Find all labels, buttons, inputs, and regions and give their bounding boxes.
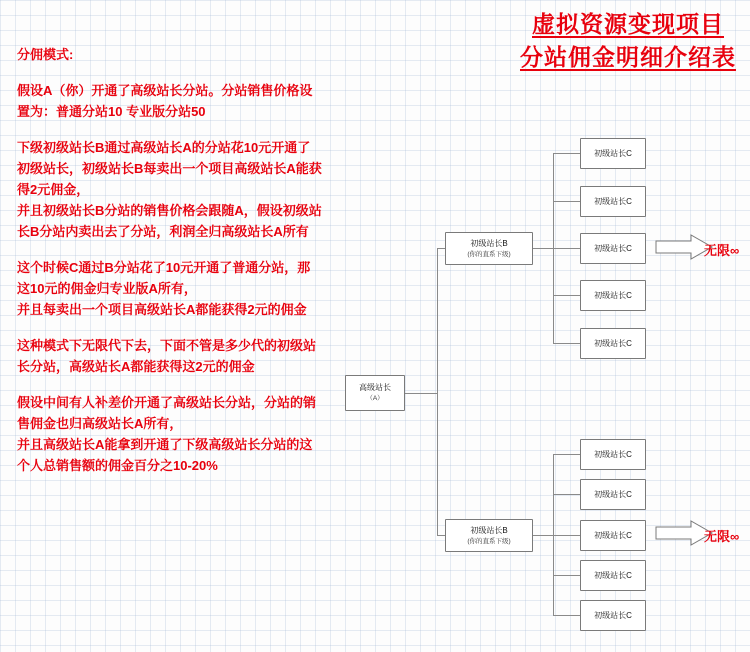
node-branch-1-child-3[interactable] — [580, 233, 646, 264]
node-root-senior-master[interactable] — [345, 375, 405, 411]
connector-b1-child-4 — [553, 295, 580, 296]
notes-line: 得2元佣金， — [17, 182, 90, 197]
node-sublabel: (你的直系下级) — [467, 537, 511, 545]
page-title — [520, 8, 736, 74]
node-branch-1-child-1[interactable] — [580, 138, 646, 169]
node-label: 初级站长C — [594, 571, 632, 580]
connector-b2-child-5 — [553, 615, 580, 616]
node-branch-1-b[interactable] — [445, 232, 533, 265]
notes-line: 置为：普通分站10 专业版分站50 — [17, 104, 206, 119]
notes-paragraph-3 — [17, 257, 347, 320]
title-line-2: 分站佣金明细介绍表 — [520, 44, 736, 70]
notes-line: 这10元的佣金归专业版A所有， — [17, 281, 197, 296]
notes-line: 假设A（你）开通了高级站长分站。分站销售价格设 — [17, 83, 313, 98]
notes-line: 初级站长，初级站长B每卖出一个项目高级站长A能获 — [17, 161, 322, 176]
infinity-label-bottom: 无限∞ — [704, 529, 740, 544]
node-label: 初级站长C — [594, 339, 632, 348]
notes-paragraph-1 — [17, 80, 347, 122]
title-line-1: 虚拟资源变现项目 — [532, 11, 724, 37]
notes-line: 个人总销售额的佣金百分之10-20% — [17, 458, 218, 473]
notes-line: 假设中间有人补差价开通了高级站长分站，分站的销 — [17, 395, 317, 410]
notes-heading: 分佣模式: — [17, 47, 74, 62]
notes-line: 并且每卖出一个项目高级站长A都能获得2元的佣金 — [17, 302, 307, 317]
node-branch-2-child-2[interactable] — [580, 479, 646, 510]
connector-b2-child-1 — [553, 454, 580, 455]
node-label: 初级站长C — [594, 197, 632, 206]
connector-spine-to-b1 — [437, 248, 445, 249]
connector-b2-child-3 — [553, 535, 580, 536]
connector-b2-child-4 — [553, 575, 580, 576]
notes-line: 下级初级站长B通过高级站长A的分站花10元开通了 — [17, 140, 311, 155]
notes-line: 售佣金也归高级站长A所有， — [17, 416, 183, 431]
node-branch-1-child-2[interactable] — [580, 186, 646, 217]
node-label: 高级站长 — [359, 383, 391, 392]
notes-line: 长B分站内卖出去了分站，利润全归高级站长A所有 — [17, 224, 309, 239]
connector-b1-out — [533, 248, 553, 249]
notes-paragraph-4 — [17, 335, 347, 377]
connector-spine — [437, 248, 438, 535]
node-label: 初级站长B — [470, 525, 508, 535]
node-label: 初级站长C — [594, 149, 632, 158]
connector-b1-child-2 — [553, 201, 580, 202]
connector-b1-child-1 — [553, 153, 580, 154]
infinity-label-top: 无限∞ — [704, 243, 740, 258]
node-branch-1-child-4[interactable] — [580, 280, 646, 311]
notes-line: 长分站，高级站长A都能获得这2元的佣金 — [17, 359, 255, 374]
node-label: 初级站长C — [594, 531, 632, 540]
notes-heading-block — [17, 44, 347, 65]
node-branch-2-child-4[interactable] — [580, 560, 646, 591]
notes-line: 这种模式下无限代下去，下面不管是多少代的初级站 — [17, 338, 317, 353]
node-label: 初级站长C — [594, 611, 632, 620]
node-label: 初级站长C — [594, 450, 632, 459]
node-branch-2-child-5[interactable] — [580, 600, 646, 631]
connector-b2-child-2 — [553, 494, 580, 495]
node-sublabel: （A） — [366, 395, 384, 402]
notes-line: 并且初级站长B分站的销售价格会跟随A，假设初级站 — [17, 203, 322, 218]
node-branch-2-b[interactable] — [445, 519, 533, 552]
notes-line: 并且高级站长A能拿到开通了下级高级站长分站的这 — [17, 437, 313, 452]
connector-b1-child-3 — [553, 248, 580, 249]
notes-panel — [17, 44, 347, 491]
notes-line: 这个时候C通过B分站花了10元开通了普通分站，那 — [17, 260, 311, 275]
node-branch-2-child-1[interactable] — [580, 439, 646, 470]
node-branch-1-child-5[interactable] — [580, 328, 646, 359]
notes-paragraph-5 — [17, 392, 347, 476]
node-branch-2-child-3[interactable] — [580, 520, 646, 551]
connector-b1-child-5 — [553, 343, 580, 344]
node-label: 初级站长B — [470, 238, 508, 248]
connector-spine-to-b2 — [437, 535, 445, 536]
notes-paragraph-2 — [17, 137, 347, 242]
connector-root-out — [405, 393, 437, 394]
connector-b2-out — [533, 535, 553, 536]
node-label: 初级站长C — [594, 490, 632, 499]
node-label: 初级站长C — [594, 244, 632, 253]
node-label: 初级站长C — [594, 291, 632, 300]
node-sublabel: (你的直系下级) — [467, 250, 511, 258]
